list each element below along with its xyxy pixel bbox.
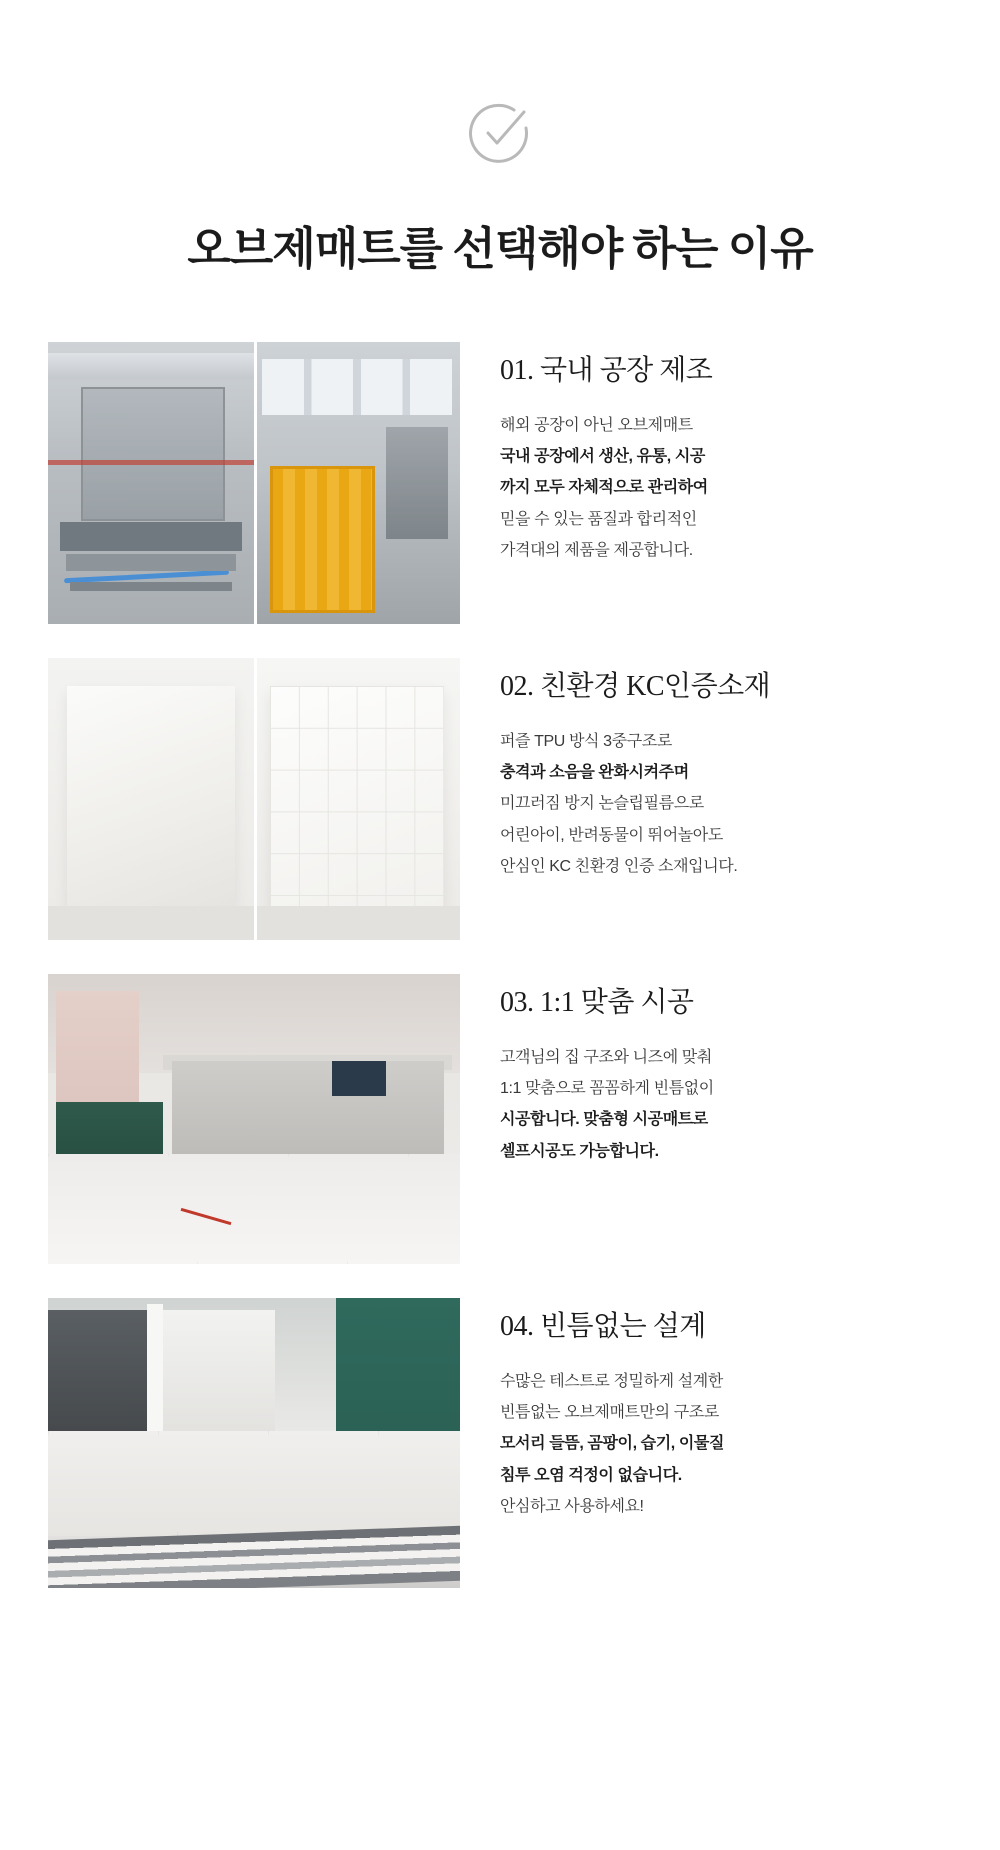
body-line: 모서리 들뜸, 곰팡이, 습기, 이물질 [500, 1435, 725, 1453]
feature-title-02: 02. 친환경 KC인증소재 [500, 671, 771, 702]
body-line: 가격대의 제품을 제공합니다. [500, 541, 693, 559]
body-line: 해외 공장이 아닌 오브제매트 [500, 417, 693, 434]
feature-image-factory [48, 342, 460, 624]
feature-image-kitchen [48, 974, 460, 1264]
body-line: 국내 공장에서 생산, 유통, 시공 [500, 448, 705, 466]
body-line: 까지 모두 자체적으로 관리하여 [500, 479, 708, 497]
body-line: 셀프시공도 가능합니다. [500, 1142, 659, 1160]
body-line: 퍼즐 TPU 방식 3중구조로 [500, 733, 672, 750]
feature-title-01: 01. 국내 공장 제조 [500, 355, 713, 386]
page-title: 오브제매트를 선택해야 하는 이유 [187, 224, 813, 274]
check-circle-icon [464, 98, 536, 170]
body-line: 안심인 KC 친환경 인증 소재입니다. [500, 857, 738, 875]
body-line: 어린아이, 반려동물이 뛰어놀아도 [500, 826, 723, 844]
feature-body-02 [500, 726, 952, 882]
body-line: 충격과 소음을 완화시켜주며 [500, 764, 689, 782]
feature-body-03 [500, 1042, 952, 1167]
feature-text-03 [460, 974, 952, 1167]
image-divider [254, 342, 257, 624]
feature-item-04 [48, 1298, 952, 1588]
body-line: 수많은 테스트로 정밀하게 설계한 [500, 1373, 723, 1390]
body-line: 미끄러짐 방지 논슬립필름으로 [500, 795, 704, 813]
body-line: 빈틈없는 오브제매트만의 구조로 [500, 1404, 719, 1422]
body-line: 침투 오염 걱정이 없습니다. [500, 1466, 682, 1484]
feature-title-03: 03. 1:1 맞춤 시공 [500, 987, 694, 1018]
feature-item-03 [48, 974, 952, 1264]
page-header [0, 0, 1000, 276]
feature-body-01 [500, 410, 952, 566]
feature-image-mat [48, 658, 460, 940]
feature-title-04: 04. 빈틈없는 설계 [500, 1311, 706, 1342]
feature-text-01 [460, 342, 952, 566]
feature-image-doorway [48, 1298, 460, 1588]
body-line: 시공합니다. 맞춤형 시공매트로 [500, 1111, 708, 1129]
image-divider [254, 658, 257, 940]
body-line: 안심하고 사용하세요! [500, 1497, 644, 1515]
feature-item-02 [48, 658, 952, 940]
feature-body-04 [500, 1366, 952, 1522]
feature-item-01 [48, 342, 952, 624]
body-line: 1:1 맞춤으로 꼼꼼하게 빈틈없이 [500, 1080, 714, 1098]
feature-text-04 [460, 1298, 952, 1522]
body-line: 고객님의 집 구조와 니즈에 맞춰 [500, 1049, 712, 1066]
body-line: 믿을 수 있는 품질과 합리적인 [500, 510, 697, 528]
feature-list [0, 342, 1000, 1588]
feature-text-02 [460, 658, 952, 882]
